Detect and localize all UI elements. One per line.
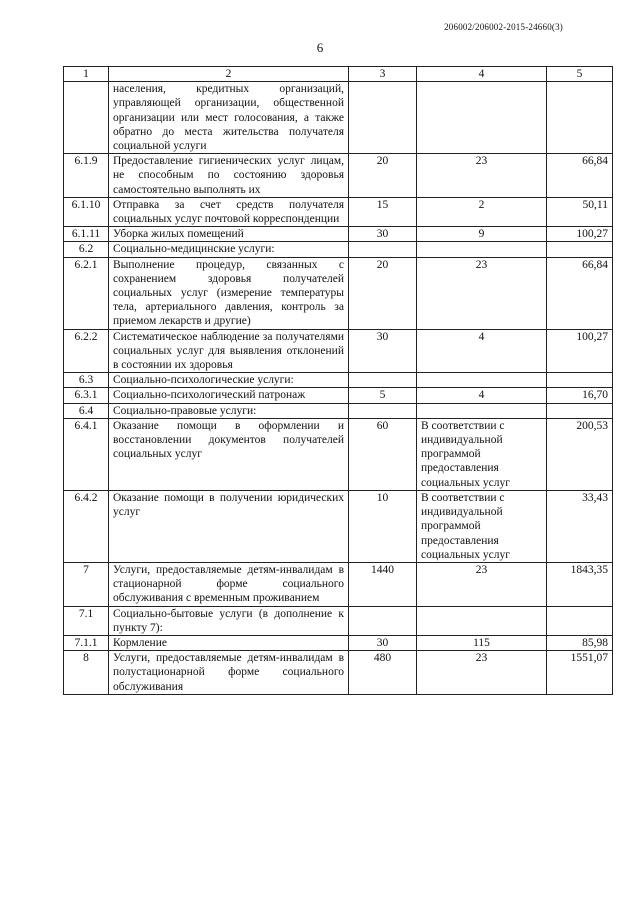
service-cost: 66,84 (547, 154, 613, 198)
service-cost: 1551,07 (547, 651, 613, 695)
service-frequency: 4 (417, 329, 547, 373)
row-number: 6.4.2 (64, 490, 109, 562)
table-row (64, 197, 613, 226)
service-cost: 16,70 (547, 388, 613, 403)
row-number: 6.2.1 (64, 257, 109, 329)
service-time: 60 (349, 418, 417, 490)
service-name: Отправка за счет средств получателя социальных услуг почтовой корреспонденции (109, 197, 349, 226)
service-time (349, 82, 417, 154)
row-number: 6.3.1 (64, 388, 109, 403)
service-name: Оказание помощи в оформлении и восстановлении документов получателей социальных услуг (109, 418, 349, 490)
table-row (64, 606, 613, 635)
service-cost (547, 242, 613, 257)
service-cost: 66,84 (547, 257, 613, 329)
service-cost: 33,43 (547, 490, 613, 562)
service-cost: 100,27 (547, 329, 613, 373)
column-header: 2 (109, 67, 349, 82)
table-row (64, 490, 613, 562)
service-frequency: 23 (417, 651, 547, 695)
service-time: 15 (349, 197, 417, 226)
service-frequency: 4 (417, 388, 547, 403)
service-time (349, 373, 417, 388)
service-frequency: 9 (417, 227, 547, 242)
row-number: 7 (64, 562, 109, 606)
service-frequency: 2 (417, 197, 547, 226)
service-name: населения, кредитных организаций, управляющей организации, общественной организации или мест голосования, а также обратно до места жительства получателя социальной услуги (109, 82, 349, 154)
service-name: Услуги, предоставляемые детям-инвалидам в стационарной форме социального обслуживания с временным проживанием (109, 562, 349, 606)
service-time: 20 (349, 257, 417, 329)
row-number: 6.4 (64, 403, 109, 418)
service-time: 480 (349, 651, 417, 695)
service-cost (547, 403, 613, 418)
table-row (64, 651, 613, 695)
service-time (349, 242, 417, 257)
table-row (64, 373, 613, 388)
service-cost: 50,11 (547, 197, 613, 226)
column-header: 1 (64, 67, 109, 82)
service-time (349, 606, 417, 635)
table-row (64, 418, 613, 490)
service-time: 30 (349, 635, 417, 650)
service-name: Предоставление гигиенических услуг лицам, не способным по состоянию здоровья самостоятельно выполнять их (109, 154, 349, 198)
row-number (64, 82, 109, 154)
row-number: 6.4.1 (64, 418, 109, 490)
service-name: Кормление (109, 635, 349, 650)
service-time: 20 (349, 154, 417, 198)
service-name: Услуги, предоставляемые детям-инвалидам в полустационарной форме социального обслуживания (109, 651, 349, 695)
service-name: Систематическое наблюдение за получателями социальных услуг для выявления отклонений в состоянии их здоровья (109, 329, 349, 373)
service-time: 5 (349, 388, 417, 403)
service-cost (547, 82, 613, 154)
service-frequency (417, 403, 547, 418)
service-time: 30 (349, 227, 417, 242)
document-id: 206002/206002-2015-24660(3) (444, 22, 563, 32)
row-number: 6.3 (64, 373, 109, 388)
service-frequency (417, 373, 547, 388)
header-row (64, 67, 613, 82)
service-cost: 100,27 (547, 227, 613, 242)
table-row (64, 562, 613, 606)
page-number: 6 (316, 40, 324, 55)
service-name: Социально-психологический патронаж (109, 388, 349, 403)
service-frequency (417, 82, 547, 154)
table-row (64, 242, 613, 257)
service-time: 10 (349, 490, 417, 562)
service-frequency: В соответствии с индивидуальной программой предоставления социальных услуг (417, 418, 547, 490)
column-header: 4 (417, 67, 547, 82)
service-name: Уборка жилых помещений (109, 227, 349, 242)
service-frequency: 23 (417, 154, 547, 198)
table-row (64, 257, 613, 329)
row-number: 6.1.10 (64, 197, 109, 226)
row-number: 6.2.2 (64, 329, 109, 373)
service-name: Социально-бытовые услуги (в дополнение к пункту 7): (109, 606, 349, 635)
service-frequency: 23 (417, 562, 547, 606)
service-name: Социально-медицинские услуги: (109, 242, 349, 257)
row-number: 7.1.1 (64, 635, 109, 650)
row-number: 6.2 (64, 242, 109, 257)
service-cost: 1843,35 (547, 562, 613, 606)
table-row (64, 403, 613, 418)
service-cost: 200,53 (547, 418, 613, 490)
service-time: 1440 (349, 562, 417, 606)
service-time: 30 (349, 329, 417, 373)
service-cost (547, 606, 613, 635)
service-frequency (417, 606, 547, 635)
service-cost: 85,98 (547, 635, 613, 650)
table-row (64, 388, 613, 403)
service-name: Социально-правовые услуги: (109, 403, 349, 418)
service-name: Выполнение процедур, связанных с сохранением здоровья получателей социальных услуг (измерение температуры тела, артериального давления, контроль за приемом лекарств и другие) (109, 257, 349, 329)
service-frequency (417, 242, 547, 257)
column-header: 5 (547, 67, 613, 82)
row-number: 6.1.11 (64, 227, 109, 242)
row-number: 7.1 (64, 606, 109, 635)
service-name: Оказание помощи в получении юридических услуг (109, 490, 349, 562)
service-frequency: 23 (417, 257, 547, 329)
row-number: 8 (64, 651, 109, 695)
table-row (64, 635, 613, 650)
table-row (64, 82, 613, 154)
service-name: Социально-психологические услуги: (109, 373, 349, 388)
services-table (63, 66, 613, 695)
column-header: 3 (349, 67, 417, 82)
service-cost (547, 373, 613, 388)
table-row (64, 227, 613, 242)
row-number: 6.1.9 (64, 154, 109, 198)
service-frequency: В соответствии с индивидуальной программой предоставления социальных услуг (417, 490, 547, 562)
table-row (64, 154, 613, 198)
table-row (64, 329, 613, 373)
service-time (349, 403, 417, 418)
service-frequency: 115 (417, 635, 547, 650)
